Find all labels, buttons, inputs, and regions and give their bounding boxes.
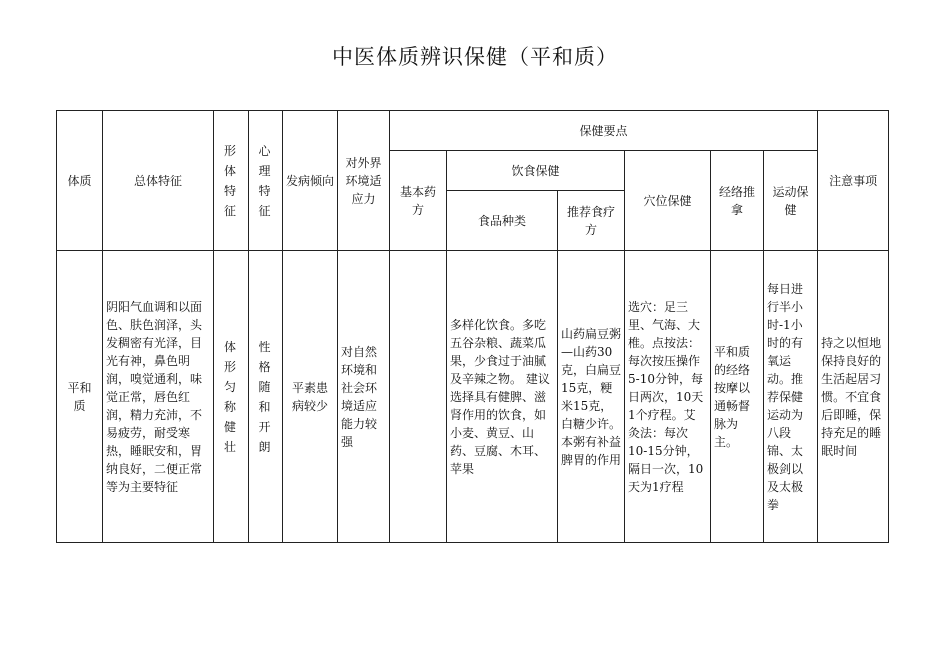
cell-physique-text: 体形匀称健壮 (224, 339, 237, 454)
header-row-1 (57, 111, 889, 151)
header-exercise-care (764, 151, 818, 251)
header-acupoint-care: 穴位保健 (625, 151, 711, 251)
header-diet-care: 饮食保健 (447, 151, 625, 191)
cell-notes: 持之以恒地保持良好的生活起居习惯。不宜食后即睡，保持充足的睡眠时间 (818, 251, 889, 543)
cell-constitution (57, 251, 103, 543)
header-recipe-text: 推荐食疗方 (566, 204, 615, 237)
header-constitution: 体质 (57, 111, 103, 251)
cell-meridian: 平和质的经络按摩以通畅督脉为主。 (711, 251, 764, 543)
cell-acupoint: 选穴：足三里、气海、大椎。点按法：每次按压操作5-10分钟，每日两次，10天1个疗程。艾灸法：每次10-15分钟，隔日一次，10天为1疗程 (625, 251, 711, 543)
header-mental (249, 111, 283, 251)
header-physique-text: 形体特征 (224, 143, 237, 218)
cell-recipe: 山药扁豆粥—山药30克，白扁豆15克，粳米15克，白糖少许。本粥有补益脾胃的作用 (558, 251, 625, 543)
page-title: 中医体质辨识保健（平和质） (332, 45, 618, 69)
header-mental-text: 心理特征 (258, 143, 271, 218)
cell-physique (214, 251, 249, 543)
header-disease-tendency (283, 111, 338, 251)
cell-mental-text: 性格随和开朗 (258, 339, 271, 454)
header-overall-features: 总体特征 (103, 111, 214, 251)
header-medicine-text: 基本药方 (399, 184, 436, 217)
constitution-care-table (56, 110, 889, 543)
header-notes: 注意事项 (818, 111, 889, 251)
header-exercise-text: 运动保健 (772, 184, 809, 217)
cell-disease-text: 平素患病较少 (292, 380, 329, 413)
header-physique (214, 111, 249, 251)
cell-disease-tendency (283, 251, 338, 543)
header-adaptability (338, 111, 390, 251)
header-adapt-text: 对外界环境适应力 (345, 155, 382, 206)
header-food-types: 食品种类 (447, 191, 558, 251)
cell-food-types: 多样化饮食。多吃五谷杂粮、蔬菜瓜果，少食过于油腻及辛辣之物。 建议选择具有健脾、滋肾作用的饮食，如小麦、黄豆、山药、豆腐、木耳、苹果 (447, 251, 558, 543)
table-row (57, 251, 889, 543)
header-care-points: 保健要点 (390, 111, 818, 151)
cell-exercise: 每日进行半小时-1小时的有氧运动。推荐保健运动为八段锦、太极剑以及太极拳 (764, 251, 818, 543)
cell-constitution-text: 平和质 (67, 380, 92, 413)
header-disease-text: 发病倾向 (286, 173, 335, 188)
header-meridian-massage (711, 151, 764, 251)
cell-adaptability: 对自然环境和社会环境适应能力较强 (338, 251, 390, 543)
cell-overall-features: 阴阳气血调和以面色、肤色润泽，头发稠密有光泽，目光有神，鼻色明润，嗅觉通利，味觉正常，唇色红润，精力充沛，不易疲劳，耐受寒热，睡眠安和，胃纳良好，二便正常等为主要特征 (103, 251, 214, 543)
cell-basic-medicine (390, 251, 447, 543)
header-basic-medicine (390, 151, 447, 251)
header-recipe (558, 191, 625, 251)
cell-mental (249, 251, 283, 543)
header-meridian-text: 经络推拿 (718, 184, 755, 217)
